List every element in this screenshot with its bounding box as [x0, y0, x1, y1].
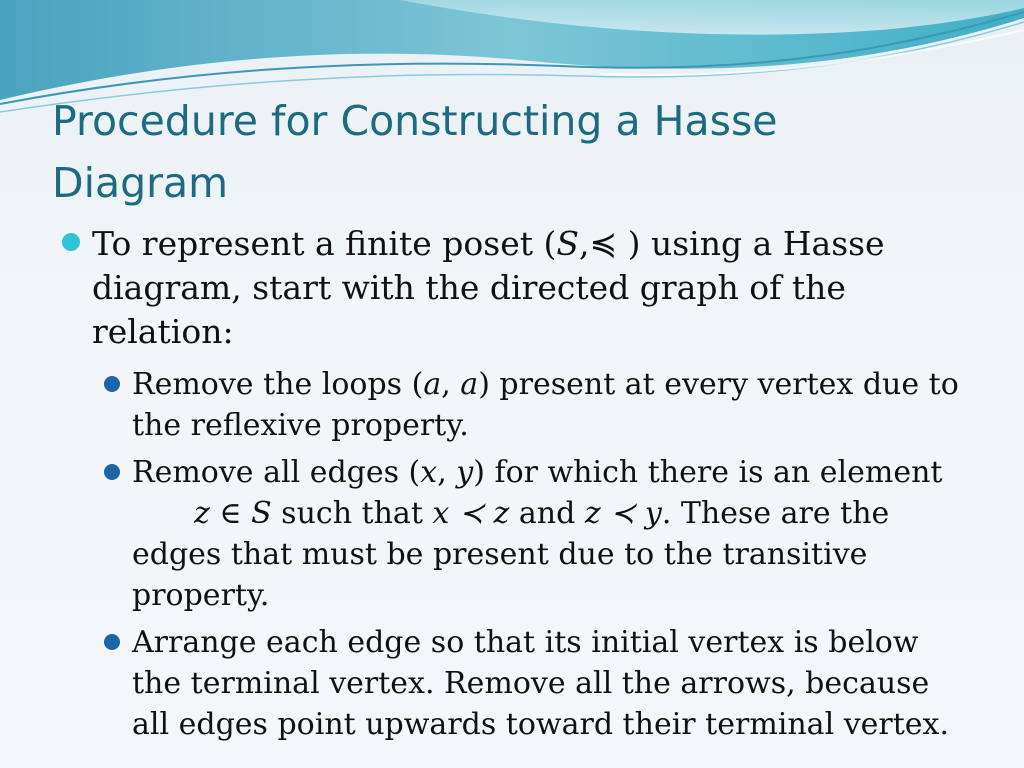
sub-bullet-item-loops: [104, 364, 962, 446]
math-expression: z ∈ S: [194, 496, 272, 531]
main-bullet-item: [62, 222, 962, 354]
math-var: a: [423, 367, 442, 402]
sub-bullet-text: ,: [441, 367, 461, 402]
sub-bullet-text: ,: [437, 455, 457, 490]
main-bullet-text-after: ) using a Hasse diagram, start with the directed graph of the relation:: [92, 224, 885, 351]
math-expression: x ≺ z: [432, 496, 510, 531]
math-relation-symbol: ,≼: [578, 224, 618, 263]
sub-bullet-text: . These are the edges that must be present due to the transitive property.: [132, 496, 890, 613]
sub-bullet-text: Arrange each edge so that its initial vertex is below the terminal vertex. Remove all the arrows, because all edges point upwards toward their terminal vertex.: [132, 625, 950, 742]
math-expression: z ≺ y: [584, 496, 662, 531]
math-var: a: [460, 367, 479, 402]
math-var: y: [456, 455, 474, 490]
math-var: x: [420, 455, 438, 490]
sub-bullet-icon: [104, 634, 120, 650]
main-bullet-text-before: To represent a finite poset (: [92, 224, 557, 263]
sub-bullet-text: Remove the loops (: [132, 367, 424, 402]
math-set-symbol: S: [556, 224, 579, 263]
sub-bullet-text: such that: [271, 496, 433, 531]
sub-bullet-item-transitive: [104, 452, 962, 616]
sub-bullet-icon: [104, 464, 120, 480]
sub-bullet-text: and: [509, 496, 585, 531]
slide-title: Procedure for Constructing a Hasse Diagram: [52, 97, 778, 207]
main-bullet-icon: [62, 233, 80, 251]
sub-bullet-item-arrange: [104, 622, 962, 745]
sub-bullet-text: ) for which there is an element: [473, 455, 943, 490]
sub-bullet-icon: [104, 376, 120, 392]
sub-bullet-text: Remove all edges (: [132, 455, 421, 490]
slide-body: [62, 222, 962, 745]
sub-bullet-text: ) present at every vertex due to the reflexive property.: [132, 367, 959, 443]
